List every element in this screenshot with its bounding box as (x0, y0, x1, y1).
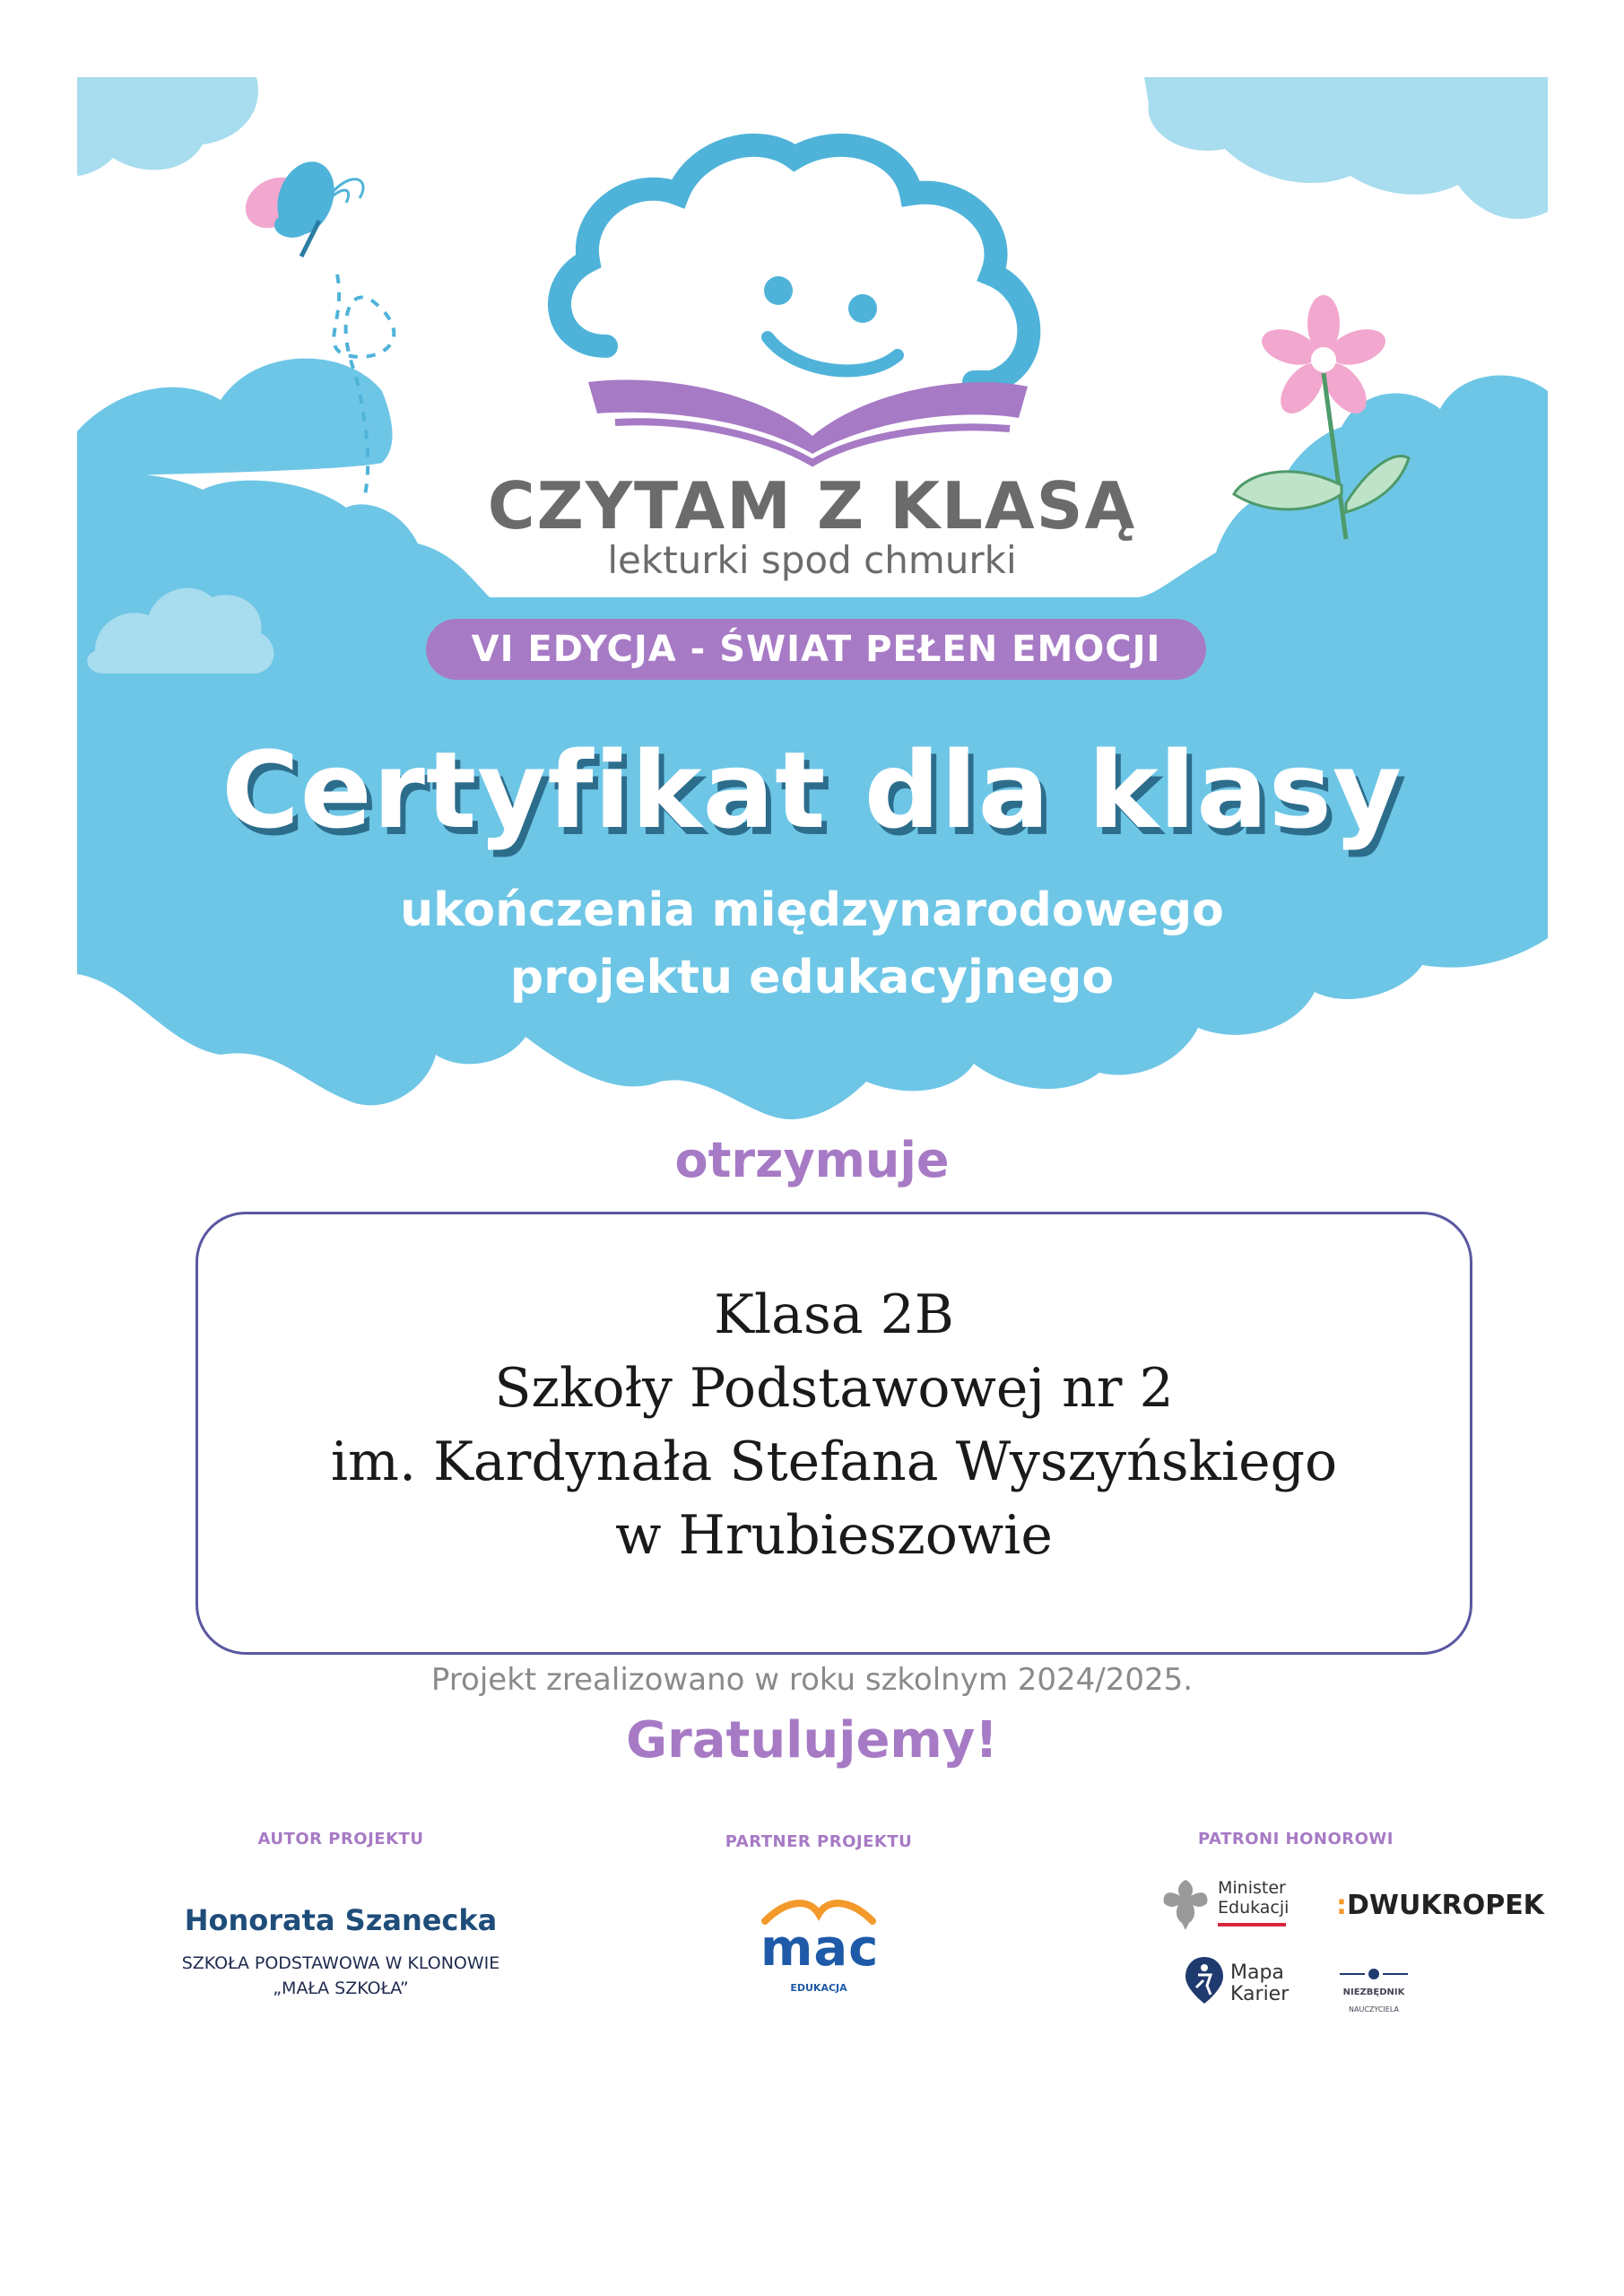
patrons-heading: PATRONI HONOROWI (1198, 1830, 1394, 1848)
butterfly-icon (237, 153, 363, 257)
mapa-line2: Karier (1230, 1983, 1290, 2005)
eagle-emblem-icon (1159, 1874, 1212, 1934)
recipient-box (195, 1212, 1472, 1655)
open-book-icon (588, 380, 1028, 464)
receives-label: otrzymuje (674, 1132, 950, 1188)
map-pin-icon (1184, 1955, 1225, 2005)
cloud-smile (768, 337, 898, 370)
author-school-line2: „MAŁA SZKOŁA” (273, 1979, 409, 1998)
edition-badge: VI EDYCJA - ŚWIAT PEŁEN EMOCJI (426, 619, 1206, 680)
mapa-line1: Mapa (1230, 1961, 1284, 1984)
dwukropek-logo: :DWUKROPEK (1336, 1890, 1544, 1921)
recipient-line1: Klasa 2B (714, 1283, 954, 1346)
logo-subtitle: lekturki spod chmurki (607, 538, 1017, 582)
minister-red-line (1218, 1923, 1286, 1926)
congrats-text: Gratulujemy! (626, 1711, 998, 1770)
cloud-eye-left (764, 276, 793, 305)
dwukropek-text: DWUKROPEK (1347, 1890, 1544, 1921)
minister-line2: Edukacji (1218, 1898, 1290, 1918)
top-left-cloud (77, 77, 258, 176)
mac-logo-word: mac (760, 1919, 880, 1978)
recipient-line4: w Hrubieszowie (615, 1504, 1053, 1567)
project-year-text: Projekt zrealizowano w roku szkolnym 2024/2025. (430, 1662, 1194, 1698)
recipient-line2: Szkoły Podstawowej nr 2 (494, 1357, 1174, 1420)
logo-title: CZYTAM Z KLASĄ (487, 468, 1137, 544)
certificate-subtitle-line1: ukończenia międzynarodowego (400, 883, 1224, 937)
niezbednik-subtext: NAUCZYCIELA (1349, 2005, 1399, 2013)
certificate-subtitle-line2: projektu edukacyjnego (509, 951, 1115, 1004)
cloud-smile-icon (560, 145, 1029, 382)
partner-heading: PARTNER PROJEKTU (725, 1832, 913, 1851)
minister-line1: Minister (1218, 1878, 1286, 1898)
mac-logo-sub: EDUKACJA (790, 1982, 847, 1994)
top-right-cloud (1144, 77, 1548, 219)
author-name: Honorata Szanecka (184, 1903, 498, 1937)
blue-cloud-mass (77, 359, 393, 476)
recipient-line3: im. Kardynała Stefana Wyszyńskiego (330, 1431, 1338, 1493)
author-heading: AUTOR PROJEKTU (257, 1830, 424, 1848)
niezbednik-text: NIEZBĘDNIK (1342, 1987, 1405, 1997)
cloud-eye-right (848, 294, 877, 323)
niezbednik-emblem-icon (1336, 1964, 1411, 1984)
certificate-title: Certyfikat dla klasy (221, 728, 1403, 852)
author-school-line1: SZKOŁA PODSTAWOWA W KLONOWIE (181, 1953, 500, 1973)
